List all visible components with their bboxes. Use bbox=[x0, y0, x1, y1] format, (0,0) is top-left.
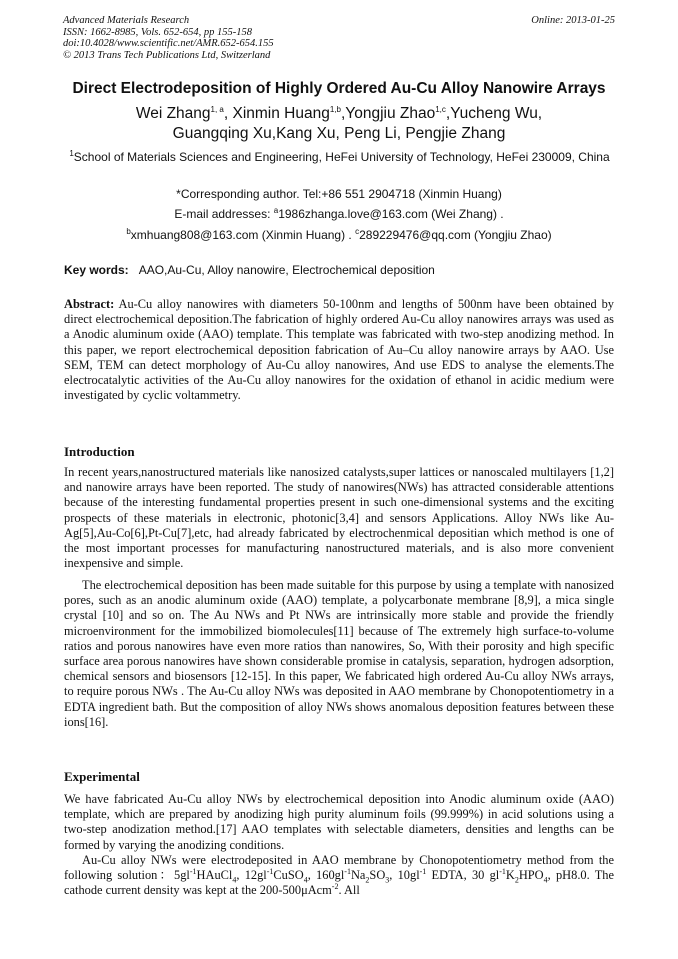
author-affil-mark: 1,c bbox=[435, 104, 446, 114]
email-label: E-mail addresses: bbox=[174, 207, 274, 221]
author-affil-mark: 1,b bbox=[329, 104, 341, 114]
section-heading-introduction: Introduction bbox=[64, 444, 135, 459]
text-run: Au-Cu alloy NWs were electrodeposited in AAO membrane by Chonopotentiometry method from the following solution：5gl bbox=[64, 853, 614, 883]
email-mark: c bbox=[355, 227, 360, 236]
text-run: HAuCl bbox=[196, 868, 233, 883]
abstract-label: Abstract: bbox=[64, 297, 115, 311]
subscript: 4 bbox=[303, 875, 308, 885]
author-line-1 bbox=[40, 104, 638, 124]
experimental-paragraph-2 bbox=[64, 853, 614, 899]
journal-header bbox=[63, 15, 274, 61]
corresponding-author: *Corresponding author. Tel:+86 551 2904718 (Xinmin Huang) bbox=[176, 187, 502, 201]
author-name: , Xinmin Huang bbox=[223, 105, 330, 122]
text-run: CuSO bbox=[273, 868, 304, 883]
text-run: HPO bbox=[518, 868, 544, 883]
abstract-text: Au-Cu alloy nanowires with diameters 50-100nm and lengths of 500nm have been obtained by direct electrochemical deposition.The fabrication of highly ordered Au-Cu alloy nanowires arrays was used as a Anodic aluminum oxide (AAO) template. This template was fabricated with two-step anodizing method. In this paper, we report electrochemical deposition fabrication of Au–Cu alloy nanowire arrays by AAO. Use SEM, TEM can detect morphology of Au-Cu alloy nanowires, And use EDS to analyse the elements.The electrocatalytic activities of the Au-Cu alloy nanowires for the oxidation of ethanol in acidic medium were investigated by cyclic voltammetry. bbox=[64, 297, 614, 403]
introduction-paragraph-2: The electrochemical deposition has been made suitable for this purpose by using a template with nanosized pores, such as an anodic aluminum oxide (AAO) template, a polycarbonate membrane [8,9], a mica single crystal [10] and so on. The Au NWs and Pt NWs are intrinsically more stable and provide the friendly microenvironment for the immobilized biomolecules[11] because of The extremely high surface-to-volume ratios and porous nanowires have even more ratios than nanowires, So, With their porosity and high specific surface area porous nanowires have shown considerable promise in catalysis, separation, hydrogen adsorption, chemical sensors and biosensors [12-15]. In this paper, We fabricated high ordered Au-Cu alloy NWs arrays, to require porous NWs . The Au-Cu alloy NWs was deposited in AAO membrane by Chonopotentiometry in a EDTA ingredient bath. But the composition of alloy NWs shows anomalous deposition features between these ions[16]. bbox=[64, 578, 614, 729]
subscript: 2 bbox=[514, 875, 519, 885]
journal-name: Advanced Materials Research bbox=[63, 15, 190, 26]
email-mark: b bbox=[126, 227, 131, 236]
affiliation bbox=[62, 150, 617, 166]
superscript: -1 bbox=[344, 867, 351, 877]
email-link[interactable]: 1986zhanga.love@163.com (Wei Zhang) . bbox=[278, 207, 504, 221]
keywords bbox=[64, 263, 435, 277]
affiliation-mark: 1 bbox=[69, 149, 74, 158]
experimental-paragraph-1: We have fabricated Au-Cu alloy NWs by electrochemical deposition into Anodic aluminum oxide (AAO) template, which are prepared by anodizing high purity aluminum foils (99.999%) in acid solutions using a two-step anodization method.[17] AAO templates with selectable diameters, densities and lengths can be formed by varying the anodizing conditions. bbox=[64, 792, 614, 852]
superscript: -1 bbox=[499, 867, 506, 877]
online-date: Online: 2013-01-25 bbox=[531, 15, 615, 26]
email-line-1 bbox=[40, 207, 638, 221]
keywords-text: AAO,Au-Cu, Alloy nanowire, Electrochemical deposition bbox=[138, 263, 435, 277]
introduction-paragraph-1: In recent years,nanostructured materials like nanosized catalysts,super lattices or nanoscaled multilayers [1,2] and nanowire arrays have been reported. The study of nanowires(NWs) has attracted considerable attentions because of the interesting fundamental properties present in such one-dimensional systems and the exciting prospects of these materials in electronic, photonic[3,4] and sensors Applications. Alloy NWs like Au-Ag[5],Au-Co[6],Pt-Cu[7],etc, had already fabricated by electrochenmical depositian which method is one of the most important processes for manufacturing nanostructured materials, and is also more convenient inexpensive and simple. bbox=[64, 465, 614, 571]
text-run: , 12gl bbox=[236, 868, 267, 883]
email-link[interactable]: 289229476@qq.com (Yongjiu Zhao) bbox=[359, 228, 552, 242]
subscript: 3 bbox=[385, 875, 390, 885]
text-run: K bbox=[505, 868, 515, 883]
superscript: -1 bbox=[189, 867, 197, 877]
abstract bbox=[64, 297, 614, 403]
text-run: SO bbox=[369, 868, 386, 883]
text-run: , pH8.0. The cathode current density was kept at the 200-500μAcm bbox=[64, 868, 614, 898]
author-name: ,Yongjiu Zhao bbox=[340, 105, 436, 122]
superscript: -2 bbox=[331, 882, 339, 892]
email-line-2 bbox=[40, 228, 638, 242]
affiliation-text: School of Materials Sciences and Engineering, HeFei University of Technology, HeFei 230009, China bbox=[73, 150, 610, 164]
subscript: 2 bbox=[365, 875, 370, 885]
text-run: , 160gl bbox=[307, 868, 345, 883]
section-heading-experimental: Experimental bbox=[64, 769, 140, 784]
keywords-label: Key words: bbox=[64, 263, 129, 277]
author-name: Wei Zhang bbox=[135, 105, 211, 122]
superscript: -1 bbox=[266, 867, 274, 877]
author-name: ,Yucheng Wu, bbox=[445, 105, 543, 122]
superscript: -1 bbox=[419, 867, 427, 877]
text-run: Na bbox=[350, 868, 366, 883]
author-list bbox=[40, 104, 638, 144]
journal-doi: doi:10.4028/www.scientific.net/AMR.652-654.155 bbox=[63, 38, 274, 49]
email-mark: a bbox=[273, 206, 279, 215]
journal-issn: ISSN: 1662-8985, Vols. 652-654, pp 155-158 bbox=[63, 26, 252, 38]
subscript: 4 bbox=[543, 875, 548, 885]
email-link[interactable]: xmhuang808@163.com (Xinmin Huang) . bbox=[130, 228, 356, 242]
text-run: . All bbox=[338, 883, 360, 898]
author-line-2: Guangqing Xu,Kang Xu, Peng Li, Pengjie Zhang bbox=[172, 125, 506, 142]
text-run: EDTA, 30 gl bbox=[426, 868, 500, 883]
journal-copyright: © 2013 Trans Tech Publications Ltd, Switzerland bbox=[63, 49, 271, 61]
author-affil-mark: 1, a bbox=[210, 104, 224, 114]
text-run: , 10gl bbox=[389, 868, 420, 883]
paper-title: Direct Electrodeposition of Highly Ordered Au-Cu Alloy Nanowire Arrays bbox=[72, 80, 606, 97]
subscript: 4 bbox=[232, 875, 237, 885]
